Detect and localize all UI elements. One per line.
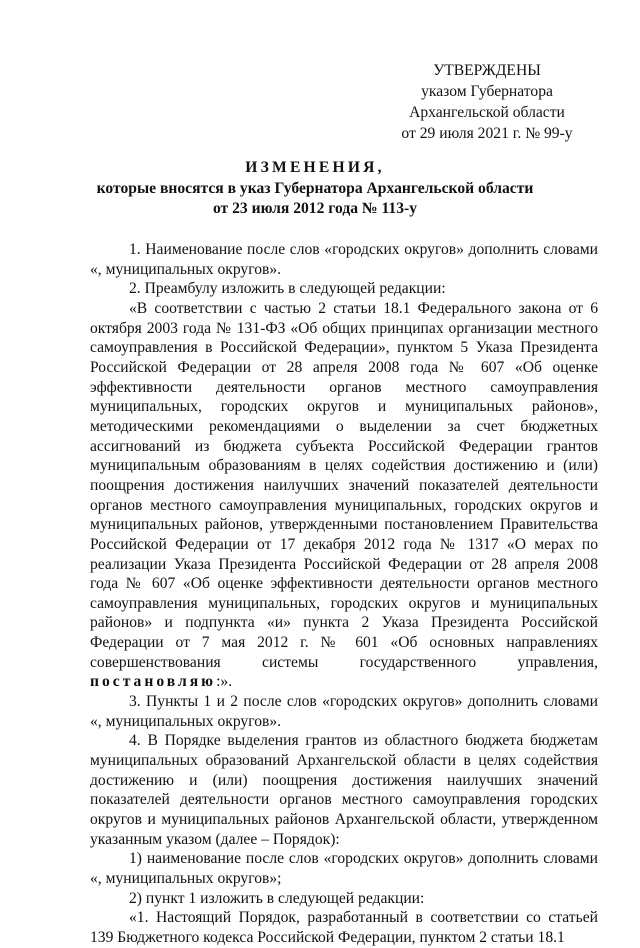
- paragraph-quoted-preamble: [90, 299, 598, 692]
- paragraph: «1. Настоящий Порядок, разработанный в соответствии со статьей 139 Бюджетного кодекса Российской Федерации, пунктом 2 статьи 18.1: [90, 909, 598, 946]
- paragraph: 3. Пункты 1 и 2 после слов «городских округов» дополнить словами «, муниципальных округов».: [90, 693, 598, 730]
- paragraph: 2. Преамбулу изложить в следующей редакции:: [129, 280, 446, 298]
- approval-line: указом Губернатора: [421, 83, 553, 100]
- approval-block: [392, 60, 582, 144]
- document-subtitle: которые вносятся в указ Губернатора Архангельской области: [96, 179, 534, 197]
- approval-line: Архангельской области: [409, 104, 565, 121]
- document-title: ИЗМЕНЕНИЯ,: [245, 159, 385, 176]
- emphasized-word: постановляю: [90, 673, 217, 691]
- paragraph: 4. В Порядке выделения грантов из областного бюджета бюджетам муниципальных образований Архангельской области в целях содействия достижению и (или) поощрения достижения наилучших значений показателей деятельности органов местного самоуправления городских округов и муниципальных районов Архангельской области, утвержденном указанным указом (далее – Порядок):: [90, 732, 598, 848]
- document-subtitle: от 23 июля 2012 года № 113-у: [212, 200, 418, 217]
- preamble-text: «В соответствии с частью 2 статьи 18.1 Федерального закона от 6 октября 2003 года № 131-ФЗ «Об общих принципах организации местного самоуправления в Российской Федерации», пунктом 5 Указа Президента Российской Федерации от 28 апреля 2008 года № 607 «Об оценке эффективности деятельности органов местного самоуправления муниципальных, городских округов и муниципальных районов», методическими рекомендациями о выделении за счет бюджетных ассигнований из бюджета субъекта Российской Федерации грантов муниципальным образованиям в целях содействия достижению и (или) поощрения достижения наилучших значений показателей деятельности органов местного самоуправления муниципальных, городских округов и муниципальных районов, утвержденными постановлением Правительства Российской Федерации от 17 декабря 2012 года № 1317 «О мерах по реализации Указа Президента Российской Федерации от 28 апреля 2008 года № 607 «Об оценке эффективности деятельности органов местного самоуправления муниципальных, городских округов и муниципальных районов» и подпункта «и» пункта 2 Указа Президента Российской Федерации от 7 мая 2012 г. № 601 «Об основных направлениях совершенствования системы государственного управления,: [90, 299, 598, 671]
- document-body: [90, 240, 598, 948]
- paragraph: 1. Наименование после слов «городских округов» дополнить словами «, муниципальных округов».: [90, 241, 598, 278]
- paragraph: 2) пункт 1 изложить в следующей редакции:: [129, 889, 425, 907]
- paragraph: 1) наименование после слов «городских округов» дополнить словами «, муниципальных округов»;: [90, 850, 598, 887]
- document-heading: [80, 158, 550, 220]
- approval-title: УТВЕРЖДЕНЫ: [433, 62, 541, 79]
- preamble-closing: :».: [216, 673, 233, 691]
- approval-date: от 29 июля 2021 г. № 99-у: [401, 125, 573, 142]
